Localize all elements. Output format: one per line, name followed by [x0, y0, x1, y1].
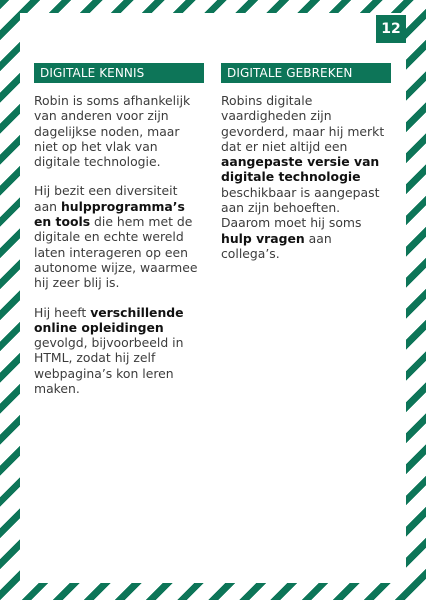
paragraph — [221, 93, 389, 261]
paragraph-text: Robin is soms afhankelijk van anderen voor zijn dagelijkse noden, maar niet op het vlak van digitale technologie. — [34, 93, 191, 170]
section-title-digitale-kennis: DIGITALE KENNIS — [34, 63, 204, 83]
emphasis-text: verschillende online opleidingen — [34, 304, 184, 335]
paragraph-text: beschikbaar is aangepast aan zijn behoeften. Daarom moet hij soms — [221, 184, 380, 231]
emphasis-text: hulp vragen — [221, 230, 305, 246]
paragraph-text: die hem met de digitale en echte wereld laten interageren op een autonome wijze, waarmee hij zeer blij is. — [34, 214, 198, 291]
paragraph — [34, 93, 204, 169]
digitale-kennis-section — [34, 63, 204, 396]
digitale-gebreken-section — [221, 63, 389, 261]
page-number: 12 — [376, 15, 406, 43]
paragraph-text: gevolgd, bijvoorbeeld in HTML, zodat hij zelf webpagina’s kon leren maken. — [34, 335, 184, 397]
paragraph-text: Hij bezit een diversiteit aan — [34, 183, 178, 214]
paragraph-text: Robins digitale vaardigheden zijn gevorderd, maar hij merkt dat er niet altijd een — [221, 93, 385, 154]
paragraph — [34, 183, 204, 290]
paragraph — [34, 305, 204, 397]
emphasis-text: hulpprogramma’s en tools — [34, 198, 185, 230]
emphasis-text: aangepaste versie van digitale technologie — [221, 154, 380, 185]
section-title-digitale-gebreken: DIGITALE GEBREKEN — [221, 63, 391, 83]
paragraph-text: aan collega’s. — [221, 230, 332, 261]
paragraph-text: Hij heeft — [34, 304, 91, 320]
